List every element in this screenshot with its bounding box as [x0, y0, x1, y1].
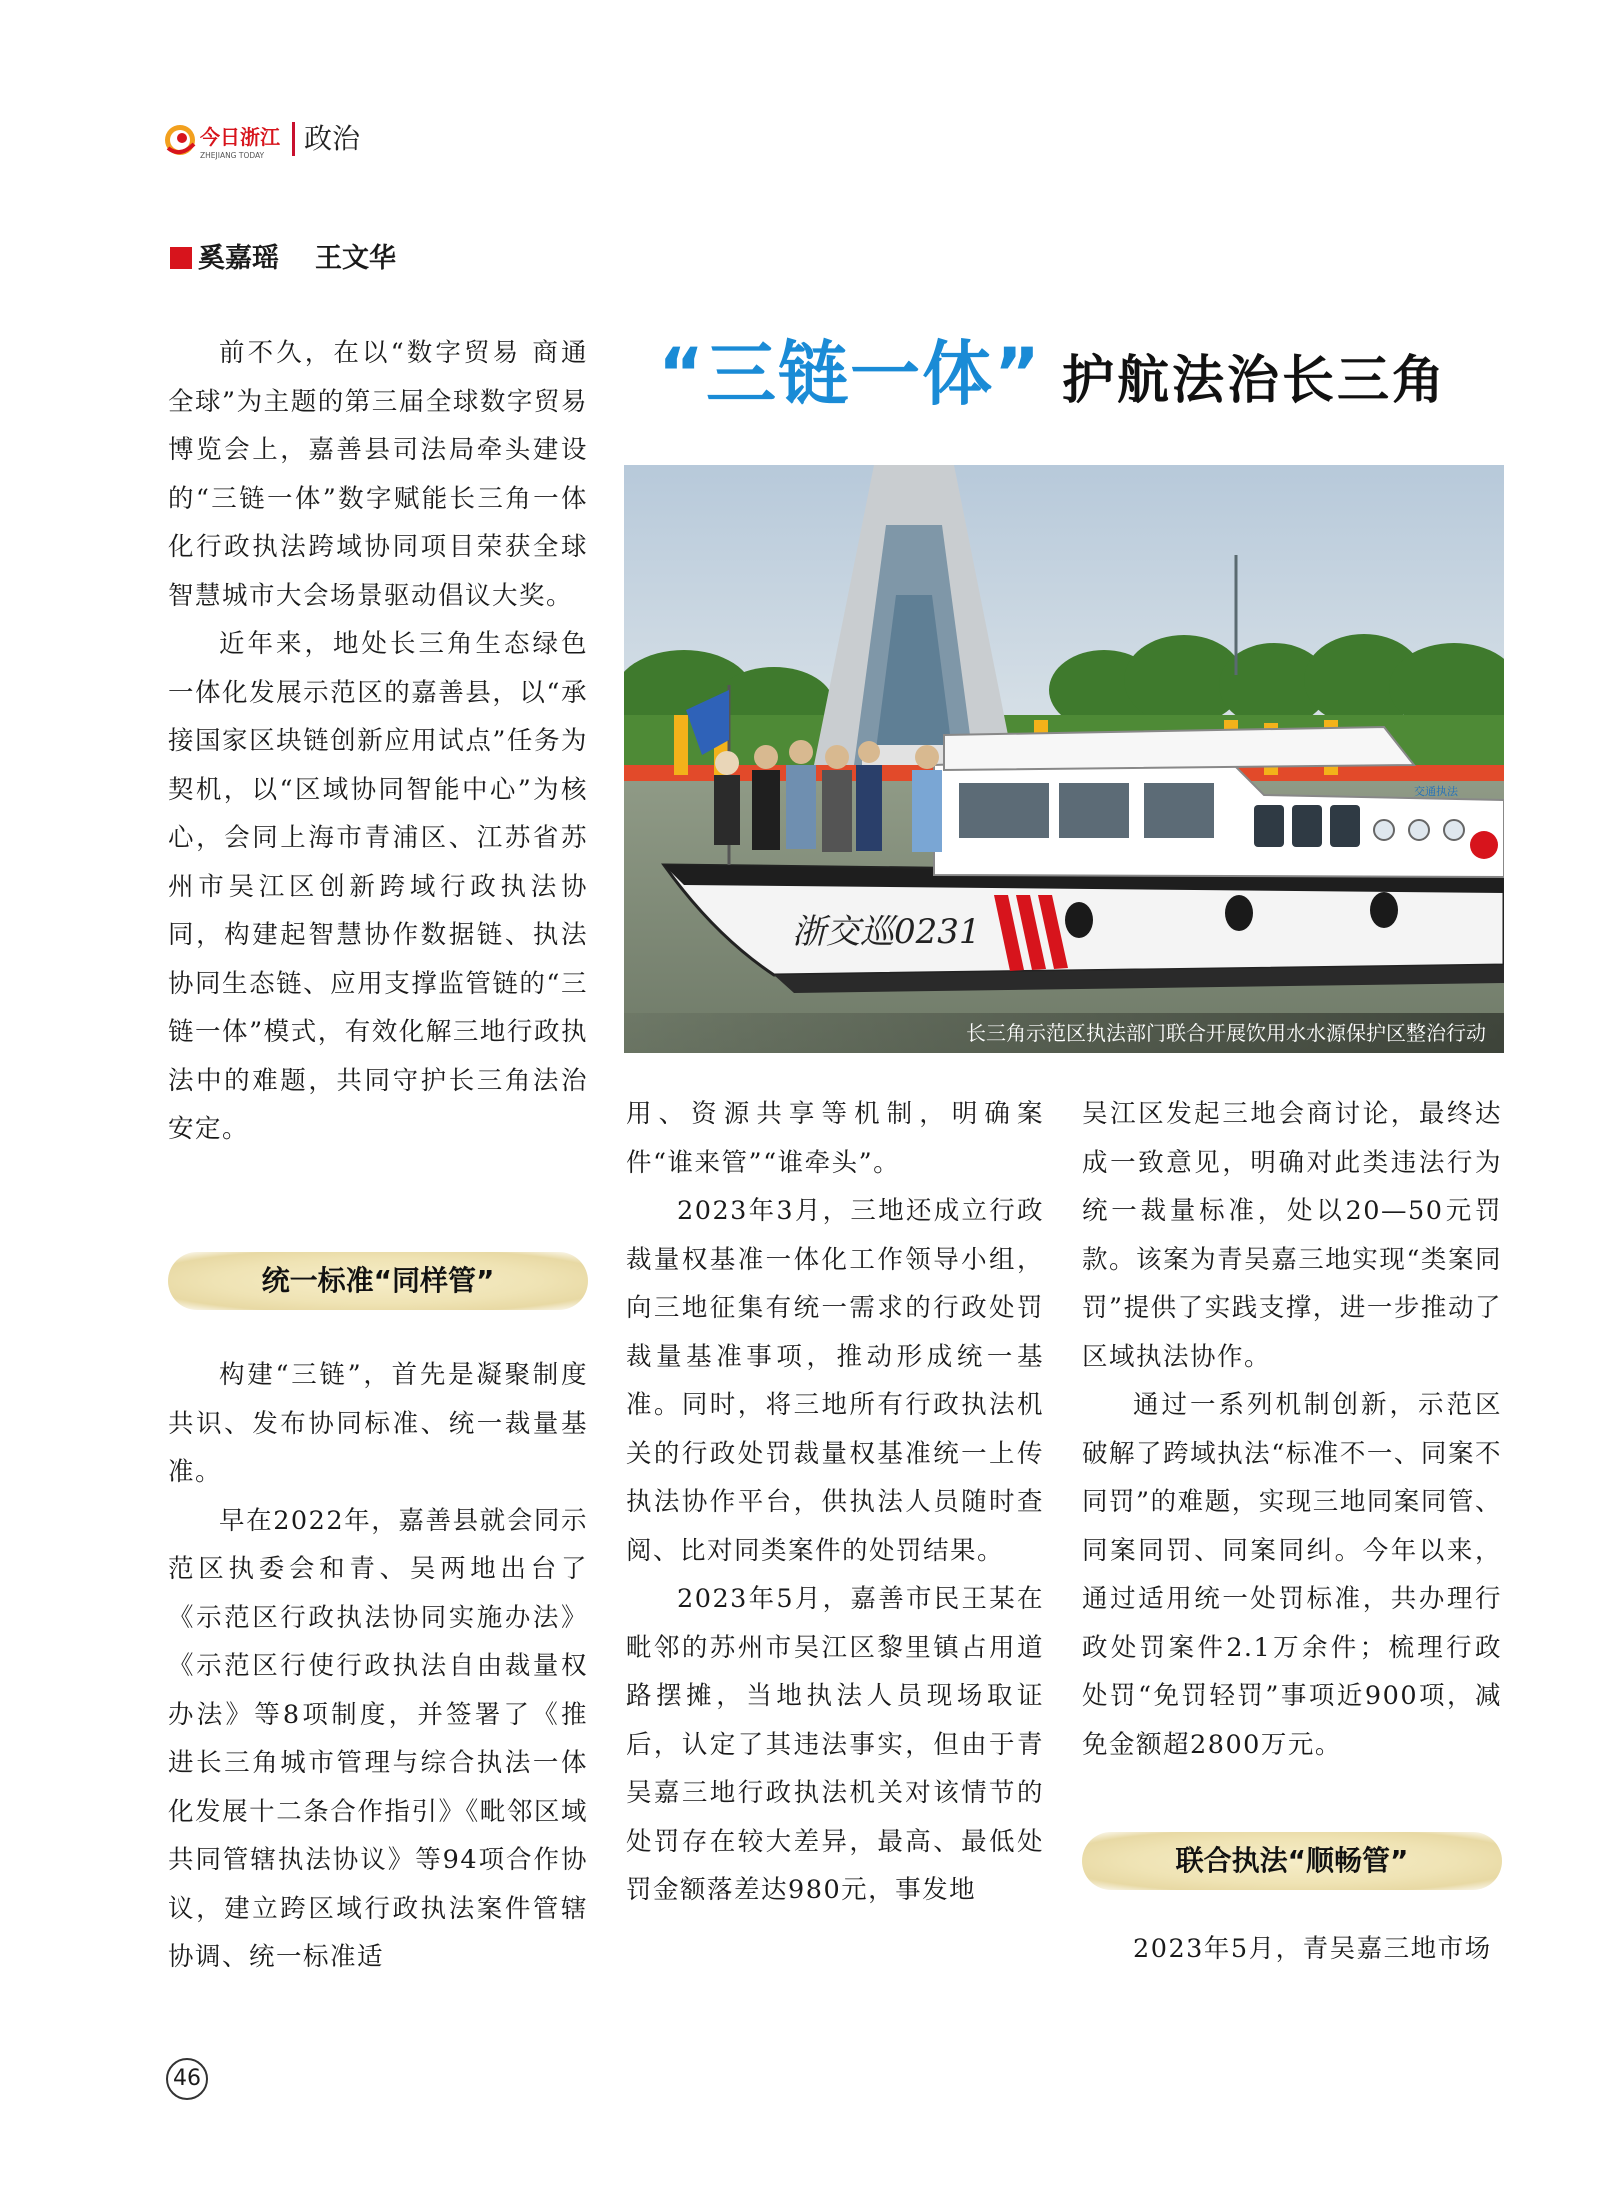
article-title: [658, 318, 1447, 419]
paragraph: 2023年5月，青吴嘉三地市场: [1133, 1934, 1492, 1964]
paragraph: 构建“三链”，首先是凝聚制度共识、发布协同标准、统一裁量基准。: [168, 1360, 588, 1487]
boat-name-text: 浙交巡0231: [792, 912, 981, 952]
paragraph: 近年来，地处长三角生态绿色一体化发展示范区的嘉善县，以“承接国家区块链创新应用试点”任务为契机，以“区域协同智能中心”为核心，会同上海市青浦区、江苏省苏州市吴江区创新跨域行政执法协同，构建起智慧协作数据链、执法协同生态链、应用支撑监管链的“三链一体”模式，有效化解三地行政执法中的难题，共同守护长三角法治安定。: [168, 629, 588, 1144]
paragraph-continued: 吴江区发起三地会商讨论，最终达成一致意见，明确对此类违法行为统一裁量标准，处以20—50元罚款。该案为青吴嘉三地实现“类案同罚”提供了实践支撑，进一步推动了区域执法协作。: [1082, 1099, 1502, 1372]
logo-text: 今日浙江: [200, 125, 280, 149]
sun-swirl-icon: [165, 125, 195, 155]
paragraph: 2023年3月，三地还成立行政裁量权基准一体化工作领导小组，向三地征集有统一需求的行政处罚裁量基准事项，推动形成统一基准。同时，将三地所有行政执法机关的行政处罚裁量权基准统一上传执法协作平台，供执法人员随时查阅、比对同类案件的处罚结果。: [626, 1196, 1044, 1566]
paragraph: 2023年5月，嘉善市民王某在毗邻的苏州市吴江区黎里镇占用道路摆摊，当地执法人员现场取证后，认定了其违法事实，但由于青吴嘉三地行政执法机关对该情节的处罚存在较大差异，最高、最低处罚金额落差达980元，事发地: [626, 1584, 1044, 1905]
paragraph-continued: 用、资源共享等机制，明确案件“谁来管”“谁牵头”。: [626, 1099, 1044, 1178]
article-column-2: [626, 1090, 1044, 1915]
article-column-1-top: [168, 329, 588, 1154]
paragraph: 早在2022年，嘉善县就会同示范区执委会和青、吴两地出台了《示范区行政执法协同实施办法》《示范区行使行政执法自由裁量权办法》等8项制度，并签署了《推进长三角城市管理与综合执法一体化发展十二条合作指引》《毗邻区域共同管辖执法协议》等94项合作协议，建立跨区域行政执法案件管辖协调、统一标准适: [168, 1505, 588, 1972]
article-photo: [624, 465, 1504, 1053]
boat-label-text: 交通执法: [1414, 785, 1458, 798]
title-main: “三链一体”: [658, 333, 1043, 415]
section-name: 政治: [304, 122, 361, 155]
author-name: 奚嘉瑶: [198, 243, 279, 274]
header-divider: [292, 122, 295, 156]
article-column-3: [1082, 1090, 1502, 1769]
magazine-logo: [160, 118, 292, 164]
section-heading: 联合执法“顺畅管”: [1082, 1832, 1502, 1890]
logo-subtext: ZHEJIANG TODAY: [200, 151, 265, 160]
section-heading: 统一标准“同样管”: [168, 1252, 588, 1310]
title-sub: 护航法治长三角: [1062, 351, 1448, 411]
paragraph: 前不久，在以“数字贸易 商通全球”为主题的第三届全球数字贸易博览会上，嘉善县司法局牵头建设的“三链一体”数字赋能长三角一体化行政执法跨域协同项目荣获全球智慧城市大会场景驱动倡议大奖。: [168, 338, 588, 611]
byline: [170, 242, 396, 276]
boat-photo-illustration: [624, 465, 1504, 1053]
photo-caption: 长三角示范区执法部门联合开展饮用水水源保护区整治行动: [624, 1013, 1504, 1053]
page-number: 46: [166, 2058, 208, 2100]
article-column-1-bottom: [168, 1351, 588, 1982]
byline-marker: [170, 247, 192, 269]
article-column-3-bottom: [1082, 1925, 1502, 1974]
paragraph: 通过一系列机制创新，示范区破解了跨域执法“标准不一、同案不同罚”的难题，实现三地同案同管、同案同罚、同案同纠。今年以来，通过适用统一处罚标准，共办理行政处罚案件2.1万余件；梳理行政处罚“免罚轻罚”事项近900项，减免金额超2800万元。: [1082, 1390, 1502, 1760]
author-name: 王文华: [315, 243, 396, 274]
